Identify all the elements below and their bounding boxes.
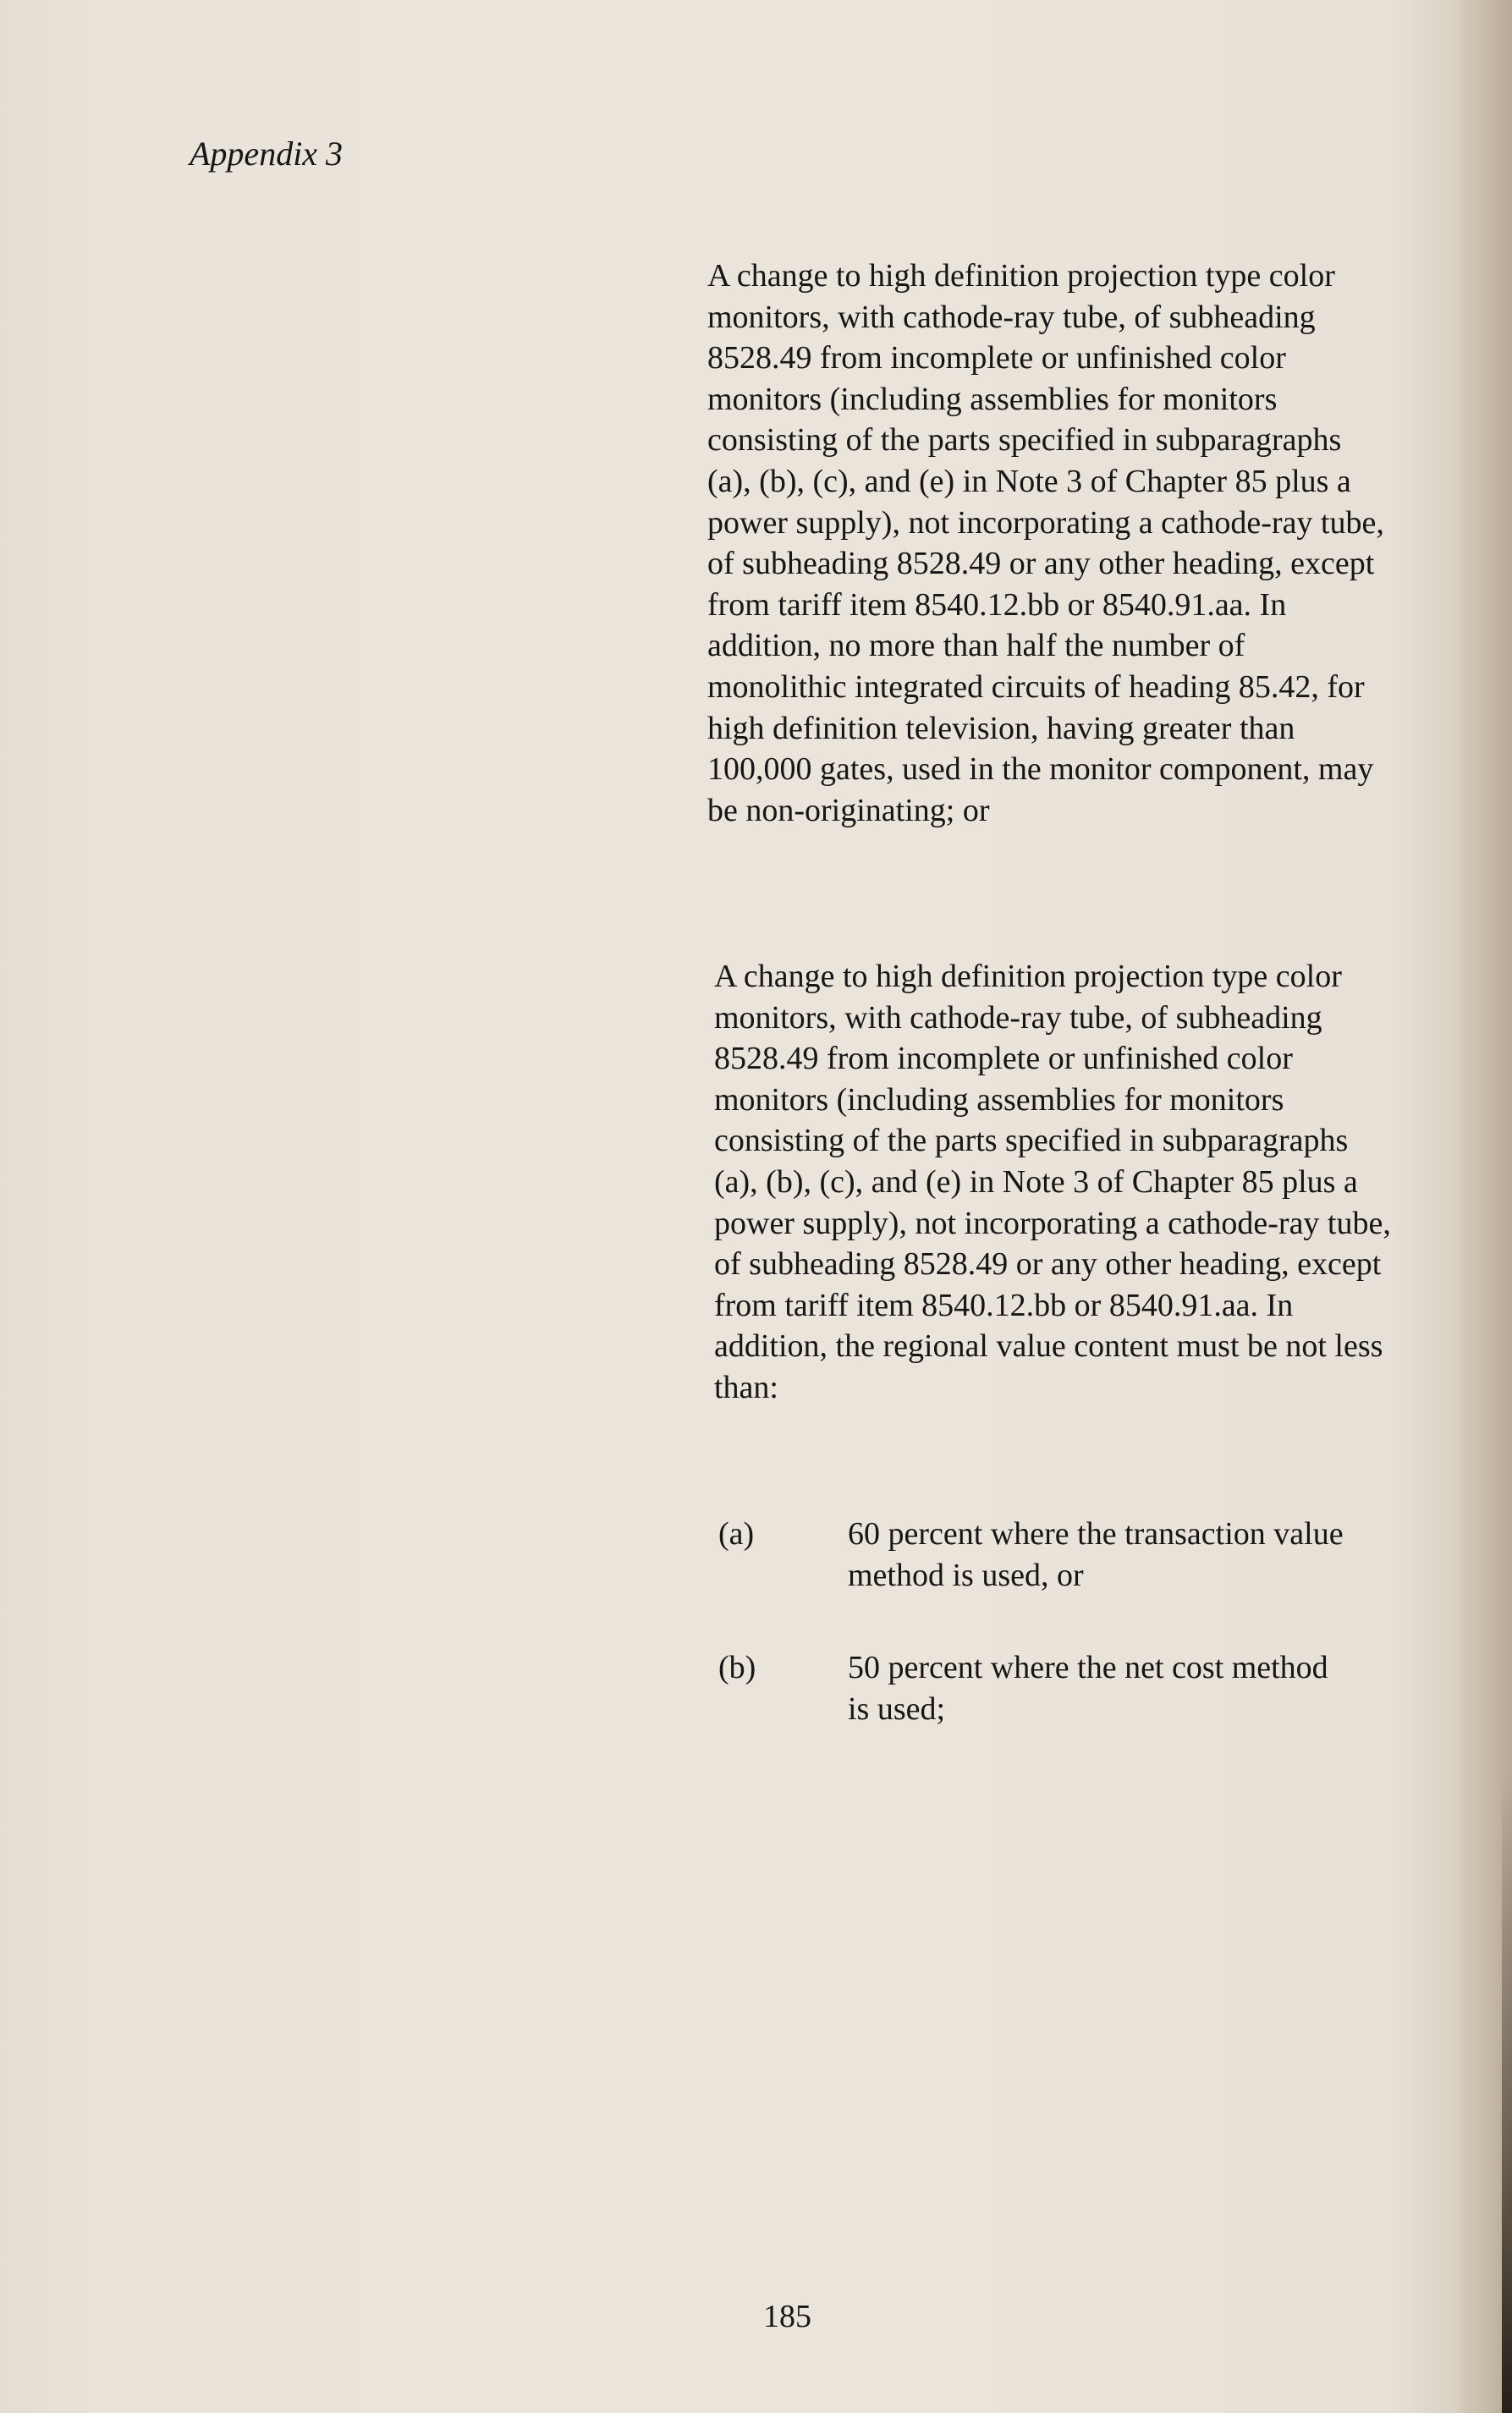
list-item-label-a: (a) (718, 1516, 755, 1552)
list-item-label-b: (b) (718, 1650, 756, 1685)
paragraph-change-rule-1: A change to high definition projection type color monitors, with cathode-ray tube, of subheading 8528.49 from incomplete or unfinished color monitors (including assemblies for monitors consisting of the parts specified in subparagraphs (a), (b), (c), and (e) in Note 3 of Chapter 85 plus a power supply), not incorporating a cathode-ray tube, of subheading 8528.49 or any other heading, except from tariff item 8540.12.bb or 8540.91.aa. In addition, no more than half the number of monolithic integrated circuits of heading 85.42, for high definition television, having greater than 100,000 gates, used in the monitor component, may be non-originating; or (707, 258, 1384, 828)
list-item-text-b: 50 percent where the net cost method is used; (848, 1650, 1328, 1727)
running-head: Appendix 3 (190, 135, 344, 173)
paragraph-change-rule-2: A change to high definition projection type color monitors, with cathode-ray tube, of subheading 8528.49 from incomplete or unfinished color monitors (including assemblies for monitors consisting of the parts specified in subparagraphs (a), (b), (c), and (e) in Note 3 of Chapter 85 plus a power supply), not incorporating a cathode-ray tube, of subheading 8528.49 or any other heading, except from tariff item 8540.12.bb or 8540.91.aa. In addition, the regional value content must be not less than: (714, 959, 1391, 1405)
list-item-text-a: 60 percent where the transaction value method is used, or (848, 1516, 1344, 1593)
page-number: 185 (763, 2299, 811, 2334)
spine-shadow (1502, 1777, 1512, 2413)
